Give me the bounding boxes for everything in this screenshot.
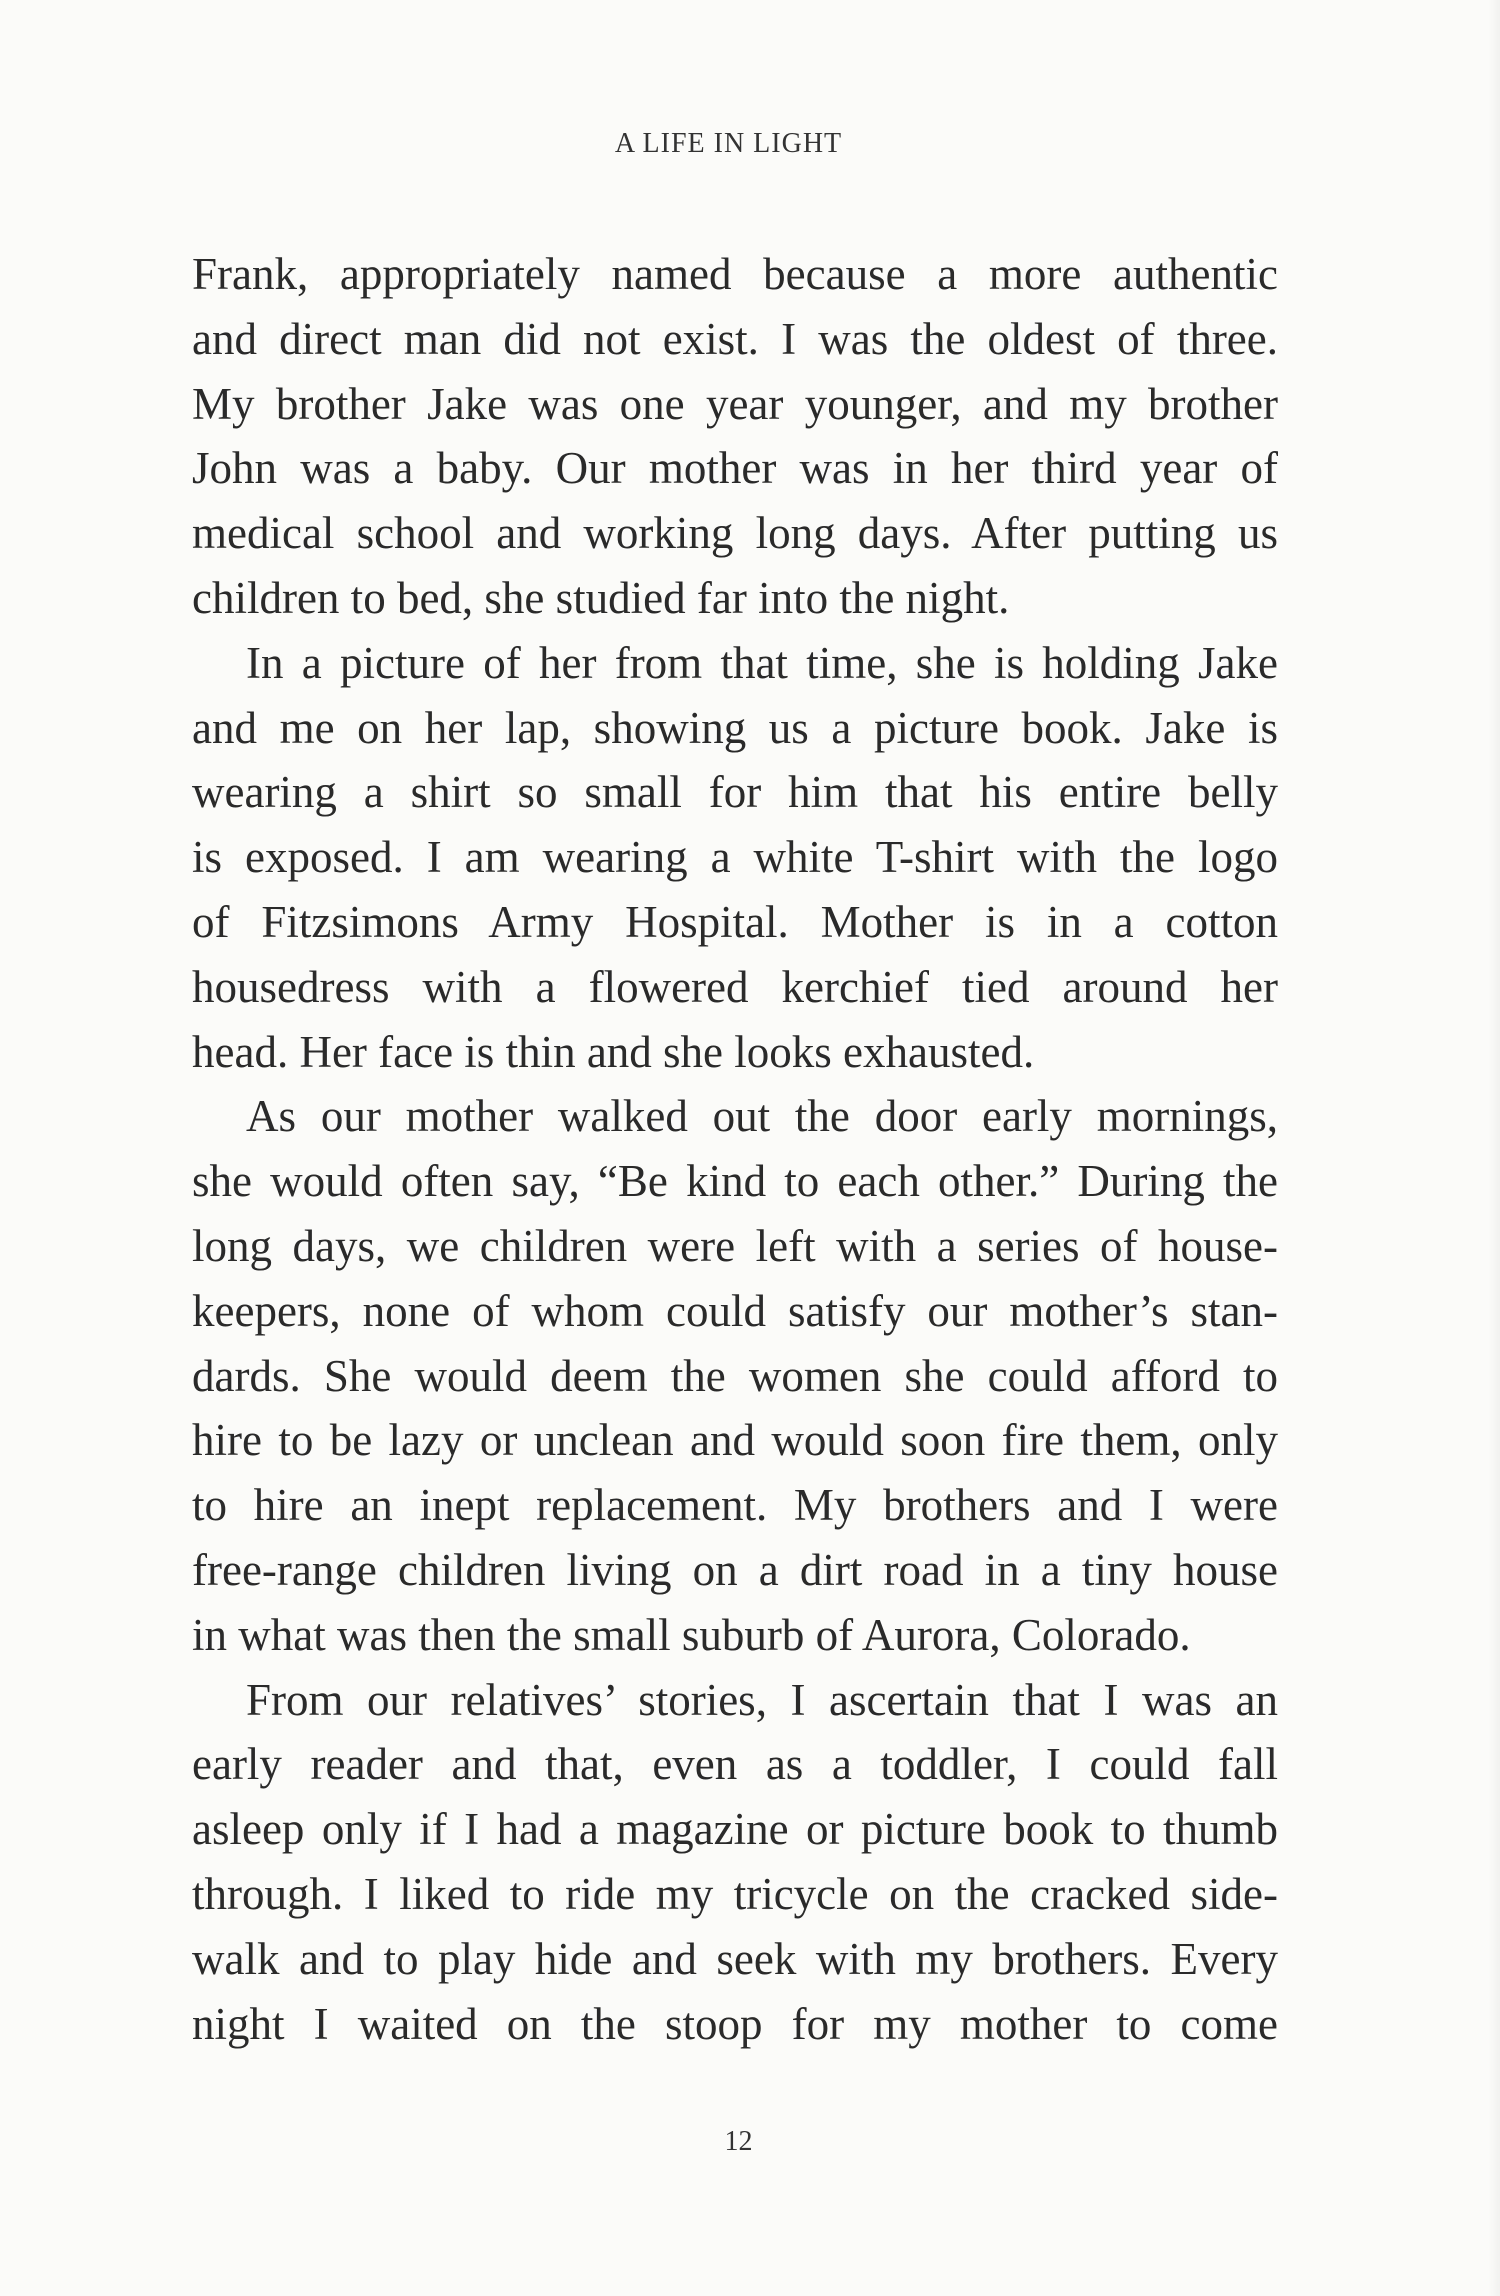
text-line: housedress with a flowered kerchief tied around her [192,961,1278,1012]
text-line: As our mother walked out the door early mornings, [246,1091,1278,1142]
text-line: dards. She would deem the women she could afford to [192,1350,1278,1401]
text-line: walk and to play hide and seek with my brothers. Every [192,1933,1278,1984]
text-line: to hire an inept replacement. My brothers and I were [192,1480,1278,1531]
text-line: From our relatives’ stories, I ascertain that I was an [246,1674,1278,1725]
text-line: and me on her lap, showing us a picture book. Jake is [192,702,1278,753]
text-line: In a picture of her from that time, she is holding Jake [246,637,1278,688]
text-line: she would often say, “Be kind to each other.” During the [192,1156,1278,1207]
text-line: John was a baby. Our mother was in her third year of [192,443,1278,494]
text-line: is exposed. I am wearing a white T-shirt with the logo [192,832,1278,883]
text-line: children to bed, she studied far into the night. [192,572,1010,623]
text-line: keepers, none of whom could satisfy our mother’s stan- [192,1285,1278,1336]
text-line: early reader and that, even as a toddler, I could fall [192,1739,1278,1790]
page-edge-shadow [1488,0,1500,2296]
text-line: medical school and working long days. After putting us [192,508,1278,559]
text-line: and direct man did not exist. I was the oldest of three. [192,313,1278,364]
text-line: free-range children living on a dirt road in a tiny house [192,1544,1278,1595]
text-line: asleep only if I had a magazine or picture book to thumb [192,1804,1278,1855]
body-text [192,242,1278,2056]
page-number: 12 [724,2126,753,2157]
text-line: night I waited on the stoop for my mother to come [192,1998,1278,2049]
paragraph [192,631,1278,1085]
text-line: through. I liked to ride my tricycle on the cracked side- [192,1868,1278,1919]
text-line: hire to be lazy or unclean and would soon fire them, only [192,1415,1278,1466]
text-line: long days, we children were left with a series of house- [192,1220,1278,1271]
text-line: wearing a shirt so small for him that his entire belly [192,767,1278,818]
running-head: A LIFE IN LIGHT [614,128,843,159]
text-line: in what was then the small suburb of Aurora, Colorado. [192,1609,1191,1660]
text-line: My brother Jake was one year younger, and my brother [192,378,1278,429]
paragraph [192,1084,1278,1667]
text-line: head. Her face is thin and she looks exhausted. [192,1026,1035,1077]
text-line: Frank, appropriately named because a more authentic [192,249,1278,299]
text-line: of Fitzsimons Army Hospital. Mother is in a cotton [192,896,1278,947]
paragraph [192,1668,1278,2057]
paragraph [192,242,1278,631]
